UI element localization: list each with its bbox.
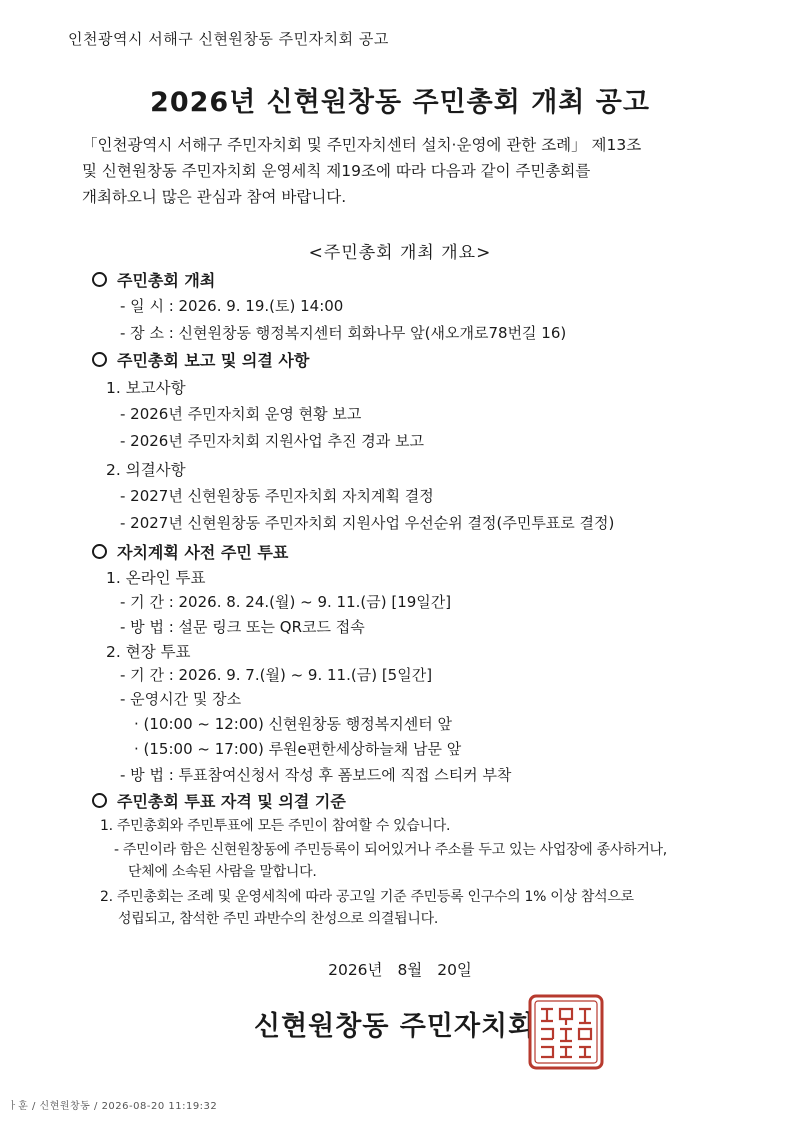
intro-line: 개최하오니 많은 관심과 참여 바랍니다.	[82, 188, 347, 206]
criteria-item-1-note: - 주민이라 함은 신현원창동에 주민등록이 되어있거나 주소를 두고 있는 사업장에 종사하거나,	[114, 842, 667, 858]
section-heading-text: 자치계획 사전 주민 투표	[117, 543, 289, 562]
online-vote-method: - 방 법 : 설문 링크 또는 QR코드 접속	[120, 618, 365, 636]
section-agenda-heading	[92, 348, 309, 371]
online-vote-period: - 기 간 : 2026. 8. 24.(월) ~ 9. 11.(금) [19일간]	[120, 593, 452, 611]
section-criteria-heading	[92, 789, 346, 812]
onsite-slot: · (10:00 ~ 12:00) 신현원창동 행정복지센터 앞	[134, 715, 452, 733]
header-organization: 인천광역시 서해구 신현원창동 주민자치회 공고	[68, 30, 389, 48]
circle-bullet-icon	[92, 793, 107, 808]
notice-title: 2026년 신현원창동 주민총회 개최 공고	[150, 87, 650, 118]
overview-title: <주민총회 개최 개요>	[308, 243, 492, 263]
resolution-item: - 2027년 신현원창동 주민자치회 지원사업 우선순위 결정(주민투표로 결정)	[120, 514, 615, 532]
criteria-item-1-note: 단체에 소속된 사람을 말합니다.	[128, 864, 317, 880]
section-vote-heading	[92, 540, 288, 563]
resolution-item: - 2027년 신현원창동 주민자치회 자치계획 결정	[120, 487, 434, 505]
report-item: - 2026년 주민자치회 지원사업 추진 경과 보고	[120, 432, 425, 450]
issuer-name: 신현원창동 주민자치회	[254, 1011, 536, 1042]
resolution-heading: 2. 의결사항	[106, 461, 186, 479]
intro-line: 「인천광역시 서해구 주민자치회 및 주민자치센터 설치·운영에 관한 조례」 제13조	[82, 136, 642, 154]
criteria-item-1: 1. 주민총회와 주민투표에 모든 주민이 참여할 수 있습니다.	[100, 818, 451, 834]
circle-bullet-icon	[92, 544, 107, 559]
onsite-vote-method: - 방 법 : 투표참여신청서 작성 후 폼보드에 직접 스티커 부착	[120, 766, 512, 784]
criteria-item-2: 2. 주민총회는 조례 및 운영세칙에 따라 공고일 기준 주민등록 인구수의 1% 이상 참석으로	[100, 889, 634, 905]
onsite-slot: · (15:00 ~ 17:00) 루원e편한세상하늘채 남문 앞	[134, 740, 462, 758]
report-heading: 1. 보고사항	[106, 379, 186, 397]
meeting-date: - 일 시 : 2026. 9. 19.(토) 14:00	[120, 297, 344, 315]
official-seal-icon	[527, 993, 605, 1071]
onsite-vote-heading: 2. 현장 투표	[106, 643, 191, 661]
intro-line: 및 신현원창동 주민자치회 운영세칙 제19조에 따라 다음과 같이 주민총회를	[82, 162, 591, 180]
report-item: - 2026년 주민자치회 운영 현황 보고	[120, 405, 362, 423]
notice-date: 2026년 8월 20일	[328, 961, 472, 979]
onsite-vote-period: - 기 간 : 2026. 9. 7.(월) ~ 9. 11.(금) [5일간]	[120, 666, 433, 684]
section-meeting-heading	[92, 268, 215, 291]
section-heading-text: 주민총회 투표 자격 및 의결 기준	[117, 792, 346, 811]
online-vote-heading: 1. 온라인 투표	[106, 569, 206, 587]
print-footer: ㅏ훈 / 신현원창동 / 2026-08-20 11:19:32	[8, 1101, 218, 1112]
meeting-place: - 장 소 : 신현원창동 행정복지센터 회화나무 앞(새오개로78번길 16)	[120, 324, 567, 342]
section-heading-text: 주민총회 개최	[117, 271, 216, 290]
onsite-hours-heading: - 운영시간 및 장소	[120, 690, 242, 708]
section-heading-text: 주민총회 보고 및 의결 사항	[117, 351, 310, 370]
criteria-item-2: 성립되고, 참석한 주민 과반수의 찬성으로 의결됩니다.	[118, 911, 438, 927]
circle-bullet-icon	[92, 272, 107, 287]
intro-paragraph	[82, 132, 722, 210]
circle-bullet-icon	[92, 352, 107, 367]
